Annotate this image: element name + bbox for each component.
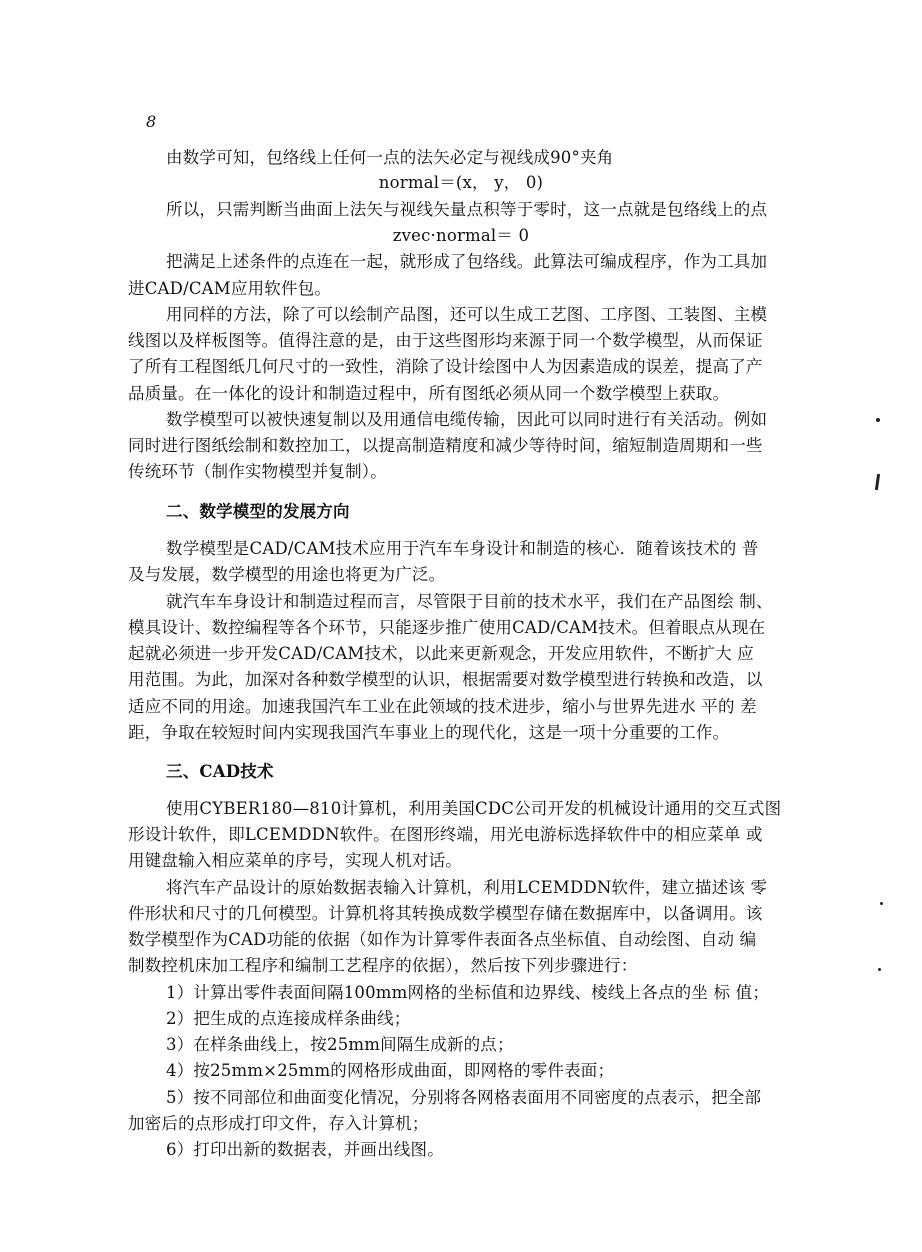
text-line: 数学模型是CAD/CAM技术应用于汽车车身设计和制造的核心．随着该技术的 普 — [166, 539, 759, 558]
text-line: 同时进行图纸绘制和数控加工，以提高制造精度和减少等待时间，缩短制造周期和一些 — [128, 436, 763, 455]
text-line: 品质量。在一体化的设计和制造过程中，所有图纸必须从同一个数学模型上获取。 — [128, 384, 730, 403]
scan-speck — [875, 474, 880, 490]
step-item-continuation: 加密后的点形成打印文件，存入计算机； — [128, 1114, 429, 1133]
text-line: 起就必须进一步开发CAD/CAM技术，以此来更新观念，开发应用软件，不断扩大 应 — [128, 644, 755, 663]
text-line: 件形状和尺寸的几何模型。计算机将其转换成数学模型存储在数据库中，以备调用。该 — [128, 904, 763, 923]
text-line: 形设计软件，即LCEMDDN软件。在图形终端，用光电游标选择软件中的相应菜单 或 — [128, 825, 763, 844]
step-item: 2）把生成的点连接成样条曲线； — [166, 1009, 411, 1028]
step-item: 5）按不同部位和曲面变化情况，分别将各网格表面用不同密度的点表示，把全部 — [166, 1088, 762, 1107]
text-line: 由数学可知，包络线上任何一点的法矢必定与视线成90°夹角 — [166, 148, 614, 167]
text-line: 传统环节（制作实物模型并复制）。 — [128, 462, 387, 481]
text-line: 线图以及样板图等。值得注意的是，由于这些图形均来源于同一个数学模型，从而保证 — [128, 331, 763, 350]
section-heading: 三、CAD技术 — [166, 762, 274, 781]
text-line: 了所有工程图纸几何尺寸的一致性，消除了设计绘图中人为因素造成的误差，提高了产 — [128, 357, 763, 376]
text-line: 使用CYBER180—810计算机，利用美国CDC公司开发的机械设计通用的交互式图 — [166, 799, 782, 818]
text-line: 所以，只需判断当曲面上法矢与视线矢量点积等于零时，这一点就是包络线上的点 — [166, 200, 768, 219]
text-line: 及与发展，数学模型的用途也将更为广泛。 — [128, 565, 446, 584]
text-line: 用键盘输入相应菜单的序号，实现人机对话。 — [128, 851, 462, 870]
text-line: 就汽车车身设计和制造过程而言，尽管限于目前的技术水平，我们在产品图绘 制、 — [166, 592, 773, 611]
formula-zvec: zvec·normal＝ 0 — [392, 226, 530, 245]
text-line: 数学模型作为CAD功能的依据（如作为计算零件表面各点坐标值、自动绘图、自动 编 — [128, 930, 757, 949]
text-line: 用同样的方法，除了可以绘制产品图，还可以生成工艺图、工序图、工装图、主模 — [166, 305, 768, 324]
text-line: 用范围。为此，加深对各种数学模型的认识，根据需要对数学模型进行转换和改造，以 — [128, 670, 763, 689]
text-line: 将汽车产品设计的原始数据表输入计算机，利用LCEMDDN软件，建立描述该 零 — [166, 878, 768, 897]
text-line: 数学模型可以被快速复制以及用通信电缆传输，因此可以同时进行有关活动。例如 — [166, 410, 768, 429]
scan-speck — [880, 902, 883, 905]
formula-normal: normal＝(x， y， 0) — [378, 173, 544, 192]
scan-speck — [876, 418, 880, 422]
text-line: 进CAD/CAM应用软件包。 — [128, 279, 332, 298]
section-heading: 二、数学模型的发展方向 — [166, 502, 350, 521]
text-line: 制数控机床加工程序和编制工艺程序的依据），然后按下列步骤进行： — [128, 956, 638, 975]
step-item: 3）在样条曲线上，按25mm间隔生成新的点； — [166, 1035, 514, 1054]
text-line: 模具设计、数控编程等各个环节，只能逐步推广使用CAD/CAM技术。但着眼点从现在 — [128, 618, 766, 637]
text-line: 把满足上述条件的点连在一起，就形成了包络线。此算法可编成程序，作为工具加 — [166, 252, 768, 271]
step-item: 6）打印出新的数据表，并画出线图。 — [166, 1140, 444, 1159]
step-item: 4）按25mm×25mm的网格形成曲面，即网格的零件表面； — [166, 1061, 615, 1080]
text-line: 距，争取在较短时间内实现我国汽车事业上的现代化，这是一项十分重要的工作。 — [128, 723, 730, 742]
page-number: 8 — [146, 112, 157, 131]
step-item: 1）计算出零件表面间隔100mm网格的坐标值和边界线、棱线上各点的坐 标 值； — [166, 983, 770, 1002]
text-line: 适应不同的用途。加速我国汽车工业在此领域的技术进步，缩小与世界先进水 平的 差 — [128, 697, 757, 716]
scan-speck — [878, 968, 881, 971]
